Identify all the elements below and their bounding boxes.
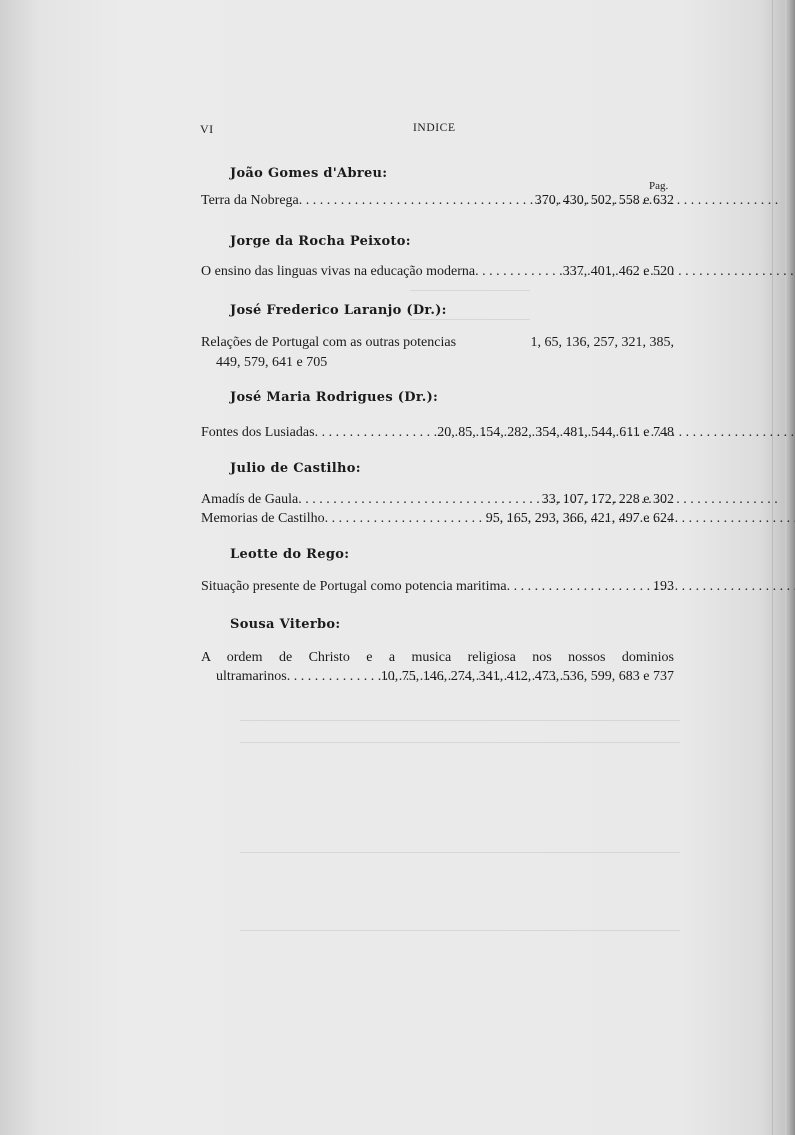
bleed-through-shadow — [240, 742, 680, 743]
leader-dots — [315, 425, 795, 440]
index-entry — [201, 490, 674, 509]
leader-dots — [507, 579, 795, 594]
entry-title: A ordem de Christo e a musica religiosa nos nossos dominios — [201, 650, 674, 665]
entry-title: Terra da Nobrega — [201, 193, 299, 208]
entry-title: Situação presente de Portugal como potencia maritima — [201, 579, 507, 594]
author-heading: José Maria Rodrigues (Dr.): — [230, 390, 439, 405]
index-entry — [216, 667, 674, 686]
author-heading: Julio de Castilho: — [230, 461, 361, 476]
author-heading: Sousa Viterbo: — [230, 617, 341, 632]
entry-title: O ensino das linguas vivas na educação moderna — [201, 264, 476, 279]
bleed-through-shadow — [240, 852, 680, 853]
leader-dots — [287, 669, 571, 684]
page-header — [0, 122, 795, 140]
index-entry — [201, 577, 674, 596]
entry-pages-continued: 449, 579, 641 e 705 — [216, 355, 328, 370]
author-heading: Jorge da Rocha Peixoto: — [230, 234, 411, 249]
index-entry — [201, 333, 674, 352]
author-heading: João Gomes d'Abreu: — [230, 166, 388, 181]
page-fold-line — [772, 0, 773, 1135]
leader-dots — [325, 511, 795, 526]
entry-title: Relações de Portugal com as outras potencias — [201, 335, 457, 350]
entry-title-continued: ultramarinos — [216, 669, 287, 684]
page-edge-shadow — [785, 0, 795, 1135]
index-entry — [201, 509, 674, 528]
leader-dots — [298, 492, 778, 507]
author-heading: Leotte do Rego: — [230, 547, 350, 562]
entry-title: Fontes dos Lusiadas — [201, 425, 315, 440]
entry-pages: 370, 430, 502, 558 e 632 — [534, 193, 674, 208]
entry-pages: 33, 107, 172, 228 e 302 — [541, 492, 674, 507]
entry-title: Amadís de Gaula — [201, 492, 299, 507]
index-entry — [201, 262, 674, 281]
leader-dots — [299, 193, 779, 208]
index-entry — [201, 191, 674, 210]
bleed-through-shadow — [240, 930, 680, 931]
bleed-through-shadow — [240, 720, 680, 721]
entry-pages: 193 — [653, 579, 674, 594]
entry-pages: 20, 85, 154, 282, 354, 481, 544, 611 e 748 — [437, 425, 674, 440]
index-entry — [201, 423, 674, 442]
entry-pages: 95, 165, 293, 366, 421, 497 e 624 — [485, 511, 674, 526]
entry-pages: 10, 75, 146, 274, 341, 412, 473, 536, 599, 683 e 737 — [380, 669, 674, 684]
entry-title: Memorias de Castilho — [201, 511, 325, 526]
page-column-label: Pag. — [649, 180, 669, 192]
entry-pages: 1, 65, 136, 257, 321, 385, — [530, 335, 674, 350]
leader-dots — [475, 264, 795, 279]
page-number: VI — [200, 122, 214, 136]
author-heading: José Frederico Laranjo (Dr.): — [230, 303, 447, 318]
entry-pages: 337, 401, 462 e 520 — [562, 264, 674, 279]
running-title: INDICE — [413, 122, 456, 134]
